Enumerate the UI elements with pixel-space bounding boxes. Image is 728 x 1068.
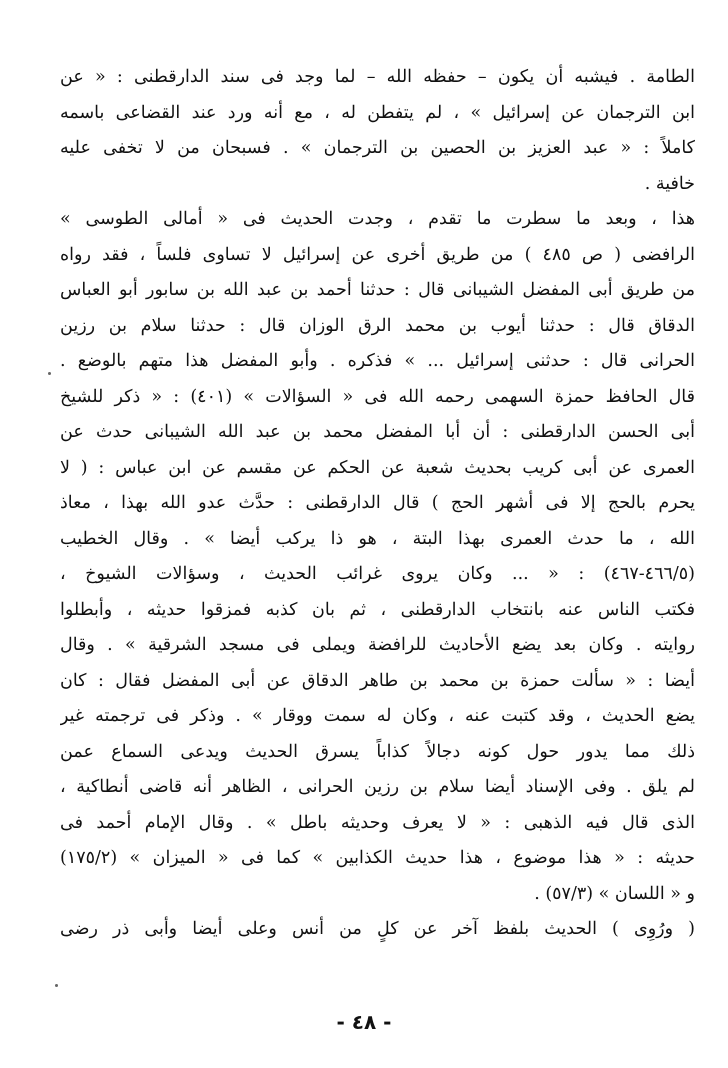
scan-speck (55, 984, 58, 987)
scan-speck (48, 372, 51, 375)
text-line: يضع الحديث ، وقد كتبت عنه ، وكان له سمت ووقار » . وذكر فى ترجمته غير (60, 706, 695, 726)
text-line: الذى قال فيه الذهبى : « لا يعرف وحديثه باطل » . وقال الإمام أحمد فى (60, 812, 695, 833)
text-line: الرافضى ( ص ٤٨٥ ) من طريق أخرى عن إسرائيل لا تساوى فلساً ، فقد رواه (60, 244, 695, 265)
text-line: ( ورُوِى ) الحديث بلفظ آخر عن كلٍ من أنس وعلى أيضا وأبى ذر رضى (60, 919, 695, 939)
text-line: فكتب الناس عنه بانتخاب الدارقطنى ، ثم بان كذبه فمزقوا حديثه ، وأبطلوا (60, 599, 695, 620)
page-number: - ٤٨ - (336, 1010, 392, 1034)
text-line: العمرى عن أبى كريب بحديث شعبة عن الحكم عن مقسم عن ابن عباس : ( لا (60, 457, 695, 478)
text-line: ذلك مما يدور حول كونه دجالاً كذاباً يسرق الحديث ويدعى السماع عمن (60, 741, 695, 762)
text-line: (٤٦٦/٥-٤٦٧) : « ... وكان يروى غرائب الحديث ، وسؤالات الشيوخ ، (60, 564, 695, 584)
text-line: الدقاق قال : حدثنا أيوب بن محمد الرق الوزان قال : حدثنا سلام بن رزين (60, 315, 695, 336)
text-line: أيضا : « سألت حمزة بن محمد بن طاهر الدقاق عن أبى المفضل فقال : كان (60, 670, 695, 691)
text-line: يحرم بالحج إلا فى أشهر الحج ) قال الدارقطنى : حدَّث عدو الله بهذا ، معاذ (60, 493, 695, 513)
body-text (60, 60, 695, 948)
text-line: حديثه : « هذا موضوع ، هذا حديث الكذابين » كما فى « الميزان » (١٧٥/٢) (60, 848, 695, 868)
text-line: روايته . وكان بعد يضع الأحاديث للرافضة ويملى فى مسجد الشرقية » . وقال (60, 635, 695, 655)
paragraph-3 (60, 912, 695, 948)
text-line: خافية . (644, 173, 695, 194)
text-line: أبى الحسن الدارقطنى : أن أبا المفضل محمد بن عبد الله الشيبانى حدث عن (60, 422, 695, 442)
text-line: قال الحافظ حمزة السهمى رحمه الله فى « السؤالات » (٤٠١) : « ذكر للشيخ (60, 386, 695, 407)
text-line: الحرانى قال : حدثنى إسرائيل ... » فذكره . وأبو المفضل هذا متهم بالوضع . (60, 351, 695, 371)
paragraph-2 (60, 202, 695, 912)
paragraph-1 (60, 60, 695, 202)
text-line: من طريق أبى المفضل الشيبانى قال : حدثنا أحمد بن عبد الله بن سابور أبو العباس (60, 280, 695, 300)
text-line: و « اللسان » (٥٧/٣) . (534, 883, 695, 904)
text-line: هذا ، وبعد ما سطرت ما تقدم ، وجدت الحديث فى « أمالى الطوسى » (60, 209, 695, 229)
text-line: الله ، ما حدث العمرى بهذا البتة ، هو ذا يركب أيضا » . وقال الخطيب (60, 528, 695, 549)
text-line: لم يلق . وفى الإسناد أيضا سلام بن رزين الحرانى ، الظاهر أنه قاضى أنطاكية ، (60, 777, 695, 797)
text-line: كاملاً : « عبد العزيز بن الحصين بن الترجمان » . فسبحان من لا تخفى عليه (60, 138, 695, 158)
text-line: الطامة . فيشبه أن يكون – حفظه الله – لما وجد فى سند الدارقطنى : « عن (60, 67, 695, 87)
text-line: ابن الترجمان عن إسرائيل » ، لم يتفطن له ، مع أنه ورد عند القضاعى باسمه (60, 102, 695, 123)
